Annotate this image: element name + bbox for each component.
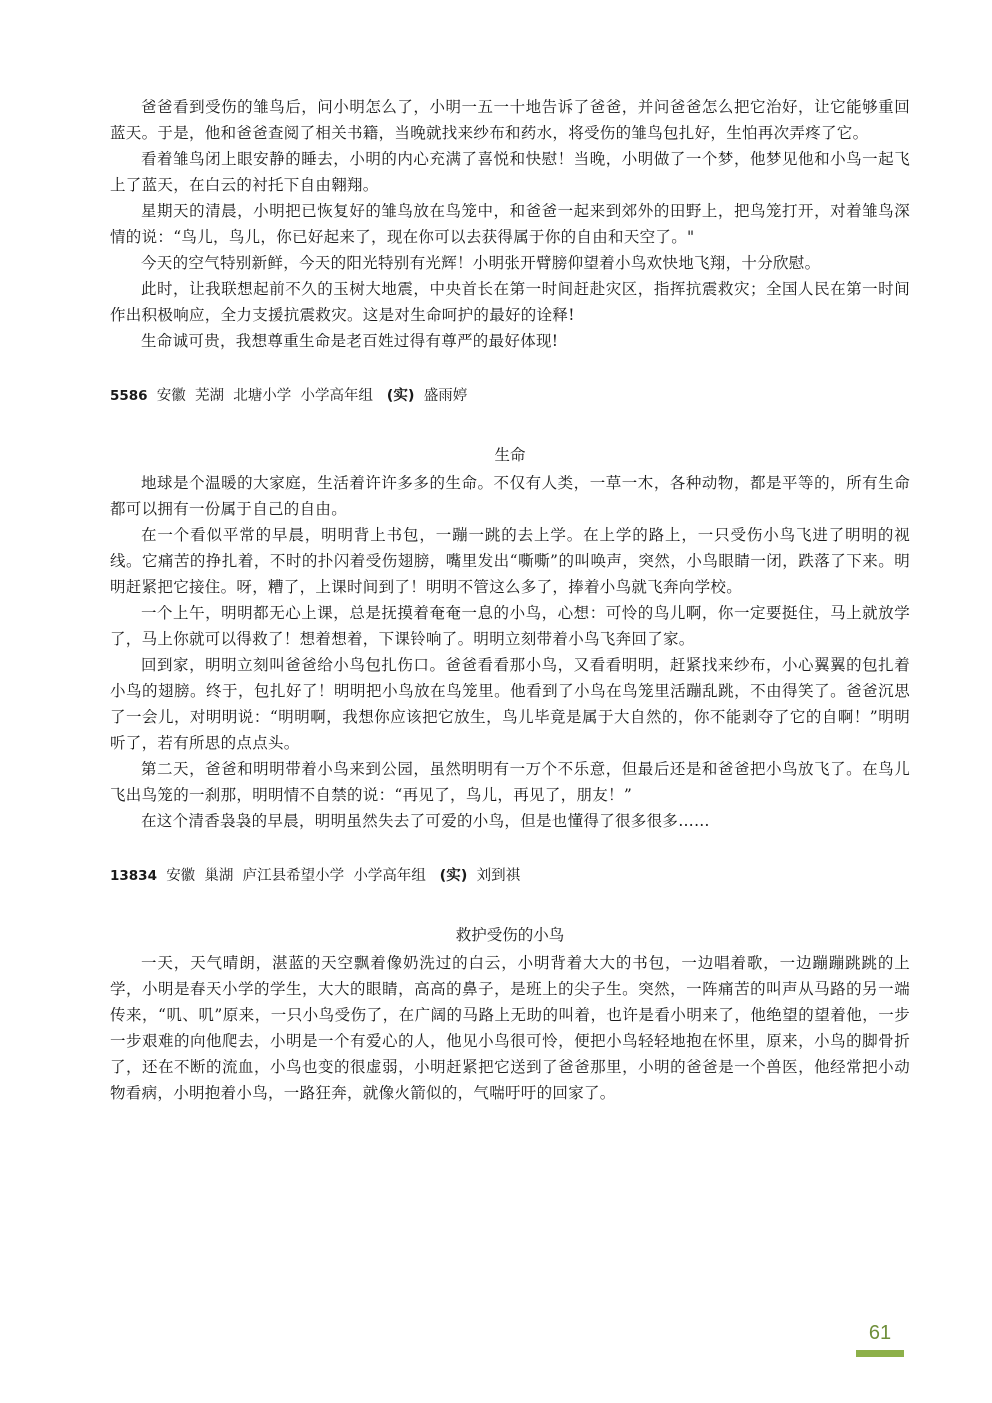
paragraph: 爸爸看到受伤的雏鸟后，问小明怎么了，小明一五一十地告诉了爸爸，并问爸爸怎么把它治好，让它能够重回蓝天。于是，他和爸爸查阅了相关书籍，当晚就找来纱布和药水，将受伤的雏鸟包扎好，生怕再次弄疼了它。 <box>110 98 910 142</box>
paragraph: 在这个清香袅袅的早晨，明明虽然失去了可爱的小鸟，但是也懂得了很多很多…… <box>141 812 710 830</box>
essay-title: 生命 <box>494 446 526 464</box>
entry-author: 刘到祺 <box>476 868 521 884</box>
paragraph: 看着雏鸟闭上眼安静的睡去，小明的内心充满了喜悦和快慰！当晚，小明做了一个梦，他梦见他和小鸟一起飞上了蓝天，在白云的衬托下自由翱翔。 <box>110 150 910 194</box>
entry-province: 安徽 <box>166 868 196 884</box>
entry-city: 芜湖 <box>195 388 225 404</box>
page-footer <box>856 1320 904 1357</box>
paragraph: 生命诚可贵，我想尊重生命是老百姓过得有尊严的最好体现! <box>141 332 559 350</box>
entry-header <box>110 864 910 888</box>
entry-school: 北塘小学 <box>233 388 292 404</box>
paragraph: 第二天，爸爸和明明带着小鸟来到公园，虽然明明有一万个不乐意，但最后还是和爸爸把小鸟放飞了。在鸟儿飞出鸟笼的一刹那，明明情不自禁的说：“再见了，鸟儿，再见了，朋友！” <box>110 760 910 804</box>
entry-id: 5586 <box>110 388 148 404</box>
document-page <box>110 94 910 1106</box>
entry-school: 庐江县希望小学 <box>242 868 345 884</box>
essay-continuation <box>110 94 910 354</box>
entry-province: 安徽 <box>156 388 186 404</box>
paragraph: 星期天的清晨，小明把已恢复好的雏鸟放在鸟笼中，和爸爸一起来到郊外的田野上，把鸟笼打开，对着雏鸟深情的说：“鸟儿，鸟儿，你已好起来了，现在你可以去获得属于你的自由和天空了。" <box>110 202 910 246</box>
entry-author: 盛雨婷 <box>423 388 468 404</box>
entry-group: 小学高年组 <box>353 868 426 884</box>
essay <box>110 922 910 1106</box>
entry-group: 小学高年组 <box>300 388 373 404</box>
essay-title: 救护受伤的小鸟 <box>455 926 565 944</box>
paragraph: 此时，让我联想起前不久的玉树大地震，中央首长在第一时间赶赴灾区，指挥抗震救灾；全国人民在第一时间作出积极响应，全力支援抗震救灾。这是对生命呵护的最好的诠释! <box>110 280 910 324</box>
entry-header <box>110 384 910 408</box>
paragraph: 一天，天气晴朗，湛蓝的天空飘着像奶洗过的白云，小明背着大大的书包，一边唱着歌，一边蹦蹦跳跳的上学，小明是春天小学的学生，大大的眼睛，高高的鼻子，是班上的尖子生。突然，一阵痛苦的叫声从马路的另一端传来，“叽、叽”原来，一只小鸟受伤了，在广阔的马路上无助的叫着，也许是看小明来了，他绝望的望着他，一步一步艰难的向他爬去，小明是一个有爱心的人，他见小鸟很可怜，便把小鸟轻轻地抱在怀里，原来，小鸟的脚骨折了，还在不断的流血，小鸟也变的很虚弱，小明赶紧把它送到了爸爸那里，小明的爸爸是一个兽医，他经常把小动物看病，小明抱着小鸟，一路狂奔，就像火箭似的，气喘吁吁的回家了。 <box>110 954 910 1102</box>
paragraph: 一个上午，明明都无心上课，总是抚摸着奄奄一息的小鸟，心想：可怜的鸟儿啊，你一定要挺住，马上就放学了，马上你就可以得救了！想着想着，下课铃响了。明明立刻带着小鸟飞奔回了家。 <box>110 604 910 648</box>
paragraph: 在一个看似平常的早晨，明明背上书包，一蹦一跳的去上学。在上学的路上，一只受伤小鸟飞进了明明的视线。它痛苦的挣扎着，不时的扑闪着受伤翅膀，嘴里发出“嘶嘶”的叫唤声，突然，小鸟眼睛一闭，跌落了下来。明明赶紧把它接住。呀，糟了，上课时间到了！明明不管这么多了，捧着小鸟就飞奔向学校。 <box>110 526 910 596</box>
page-number-bar <box>856 1350 904 1357</box>
entry-city: 巢湖 <box>204 868 234 884</box>
paragraph: 回到家，明明立刻叫爸爸给小鸟包扎伤口。爸爸看看那小鸟，又看看明明，赶紧找来纱布，小心翼翼的包扎着小鸟的翅膀。终于，包扎好了！明明把小鸟放在鸟笼里。他看到了小鸟在鸟笼里活蹦乱跳，不由得笑了。爸爸沉思了一会儿，对明明说：“明明啊，我想你应该把它放生，鸟儿毕竟是属于大自然的，你不能剥夺了它的自啊！”明明听了，若有所思的点点头。 <box>110 656 910 752</box>
entry-tag: (实) <box>439 868 468 884</box>
entry-id: 13834 <box>110 868 157 884</box>
page-number: 61 <box>868 1322 892 1344</box>
essay <box>110 442 910 834</box>
paragraph: 今天的空气特别新鲜，今天的阳光特别有光辉！小明张开臂膀仰望着小鸟欢快地飞翔，十分欣慰。 <box>141 254 821 272</box>
paragraph: 地球是个温暖的大家庭，生活着许许多多的生命。不仅有人类，一草一木，各种动物，都是平等的，所有生命都可以拥有一份属于自己的自由。 <box>110 474 910 518</box>
entry-tag: (实) <box>386 388 415 404</box>
